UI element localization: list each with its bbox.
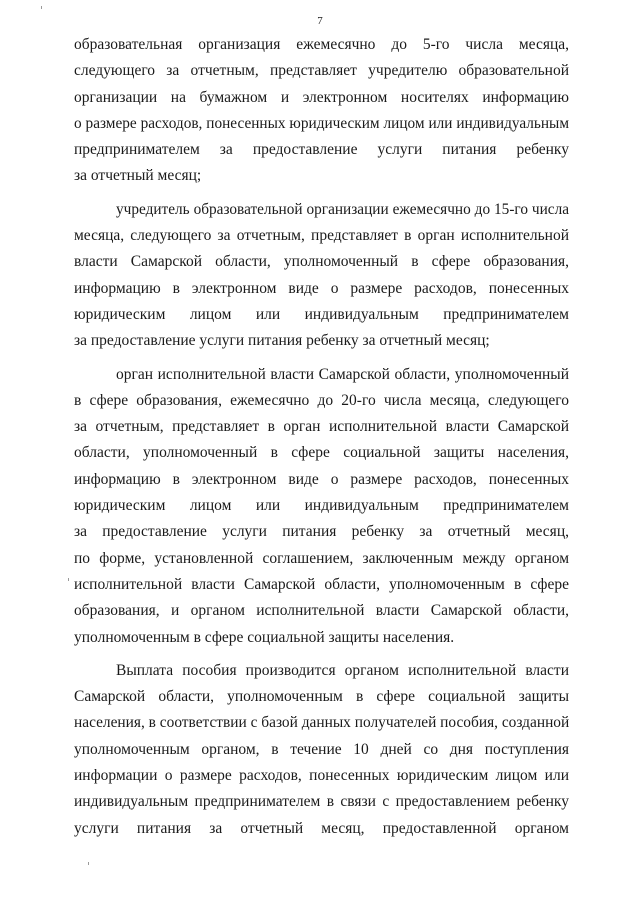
text-line: по форме, установленной соглашением, заключенным между органом <box>74 549 569 567</box>
paragraph-gap <box>74 651 569 658</box>
text-line: месяца, следующего за отчетным, представляет в орган исполнительной <box>74 227 569 245</box>
text-line: Выплата пособия производится органом исполнительной власти <box>116 661 569 679</box>
document-body <box>74 32 569 842</box>
text-line: учредитель образовательной организации ежемесячно до 15-го числа <box>116 200 569 218</box>
text-line: следующего за отчетным, представляет учредителю образовательной <box>74 62 569 80</box>
paragraph-4 <box>74 658 569 842</box>
text-line: юридическим лицом или индивидуальным предпринимателем <box>74 497 569 515</box>
scan-artifact <box>88 862 89 865</box>
text-line: юридическим лицом или индивидуальным предпринимателем <box>74 305 569 323</box>
scan-artifact <box>68 578 69 581</box>
text-line: образовательная организация ежемесячно до 5-го числа месяца, <box>74 36 569 53</box>
paragraph-gap <box>74 355 569 362</box>
text-line: в сфере образования, ежемесячно до 20-го числа месяца, следующего <box>74 391 569 409</box>
text-line: за отчетный месяц; <box>74 167 202 185</box>
text-line: образования, и органом исполнительной власти Самарской области, <box>74 602 569 620</box>
text-line: уполномоченным в сфере социальной защиты населения. <box>74 628 455 646</box>
text-line: уполномоченным органом, в течение 10 дней со дня поступления <box>74 740 569 758</box>
text-line: информации о размере расходов, понесенных юридическим лицом или <box>74 767 569 785</box>
text-line: орган исполнительной власти Самарской области, уполномоченный <box>116 365 569 383</box>
paragraph-2 <box>74 197 569 355</box>
paragraph-3 <box>74 362 569 651</box>
text-line: информацию в электронном виде о размере расходов, понесенных <box>74 279 569 297</box>
text-line: услуги питания за отчетный месяц, предоставленной органом <box>74 819 569 837</box>
text-line: населения, в соответствии с базой данных получателей пособия, созданной <box>74 714 569 732</box>
text-line: информацию в электронном виде о размере расходов, понесенных <box>74 470 569 488</box>
text-line: исполнительной власти Самарской области, уполномоченным в сфере <box>74 575 569 593</box>
text-line: организации на бумажном и электронном носителях информацию <box>74 88 569 106</box>
paragraph-1 <box>74 32 569 190</box>
text-line: за предоставление услуги питания ребенку за отчетный месяц, <box>74 523 569 541</box>
text-line: власти Самарской области, уполномоченный в сфере образования, <box>74 253 569 271</box>
text-line: индивидуальным предпринимателем в связи с предоставлением ребенку <box>74 793 569 811</box>
text-line: Самарской области, уполномоченным в сфере социальной защиты <box>74 688 569 706</box>
text-line: о размере расходов, понесенных юридическим лицом или индивидуальным <box>74 114 569 132</box>
paragraph-gap <box>74 190 569 197</box>
text-line: за предоставление услуги питания ребенку за отчетный месяц; <box>74 332 490 350</box>
text-line: области, уполномоченный в сфере социальной защиты населения, <box>74 444 569 462</box>
page-number: 7 <box>317 15 323 27</box>
text-line: предпринимателем за предоставление услуги питания ребенку <box>74 141 569 159</box>
scan-artifact <box>41 6 42 9</box>
text-line: за отчетным, представляет в орган исполнительной власти Самарской <box>74 418 569 436</box>
